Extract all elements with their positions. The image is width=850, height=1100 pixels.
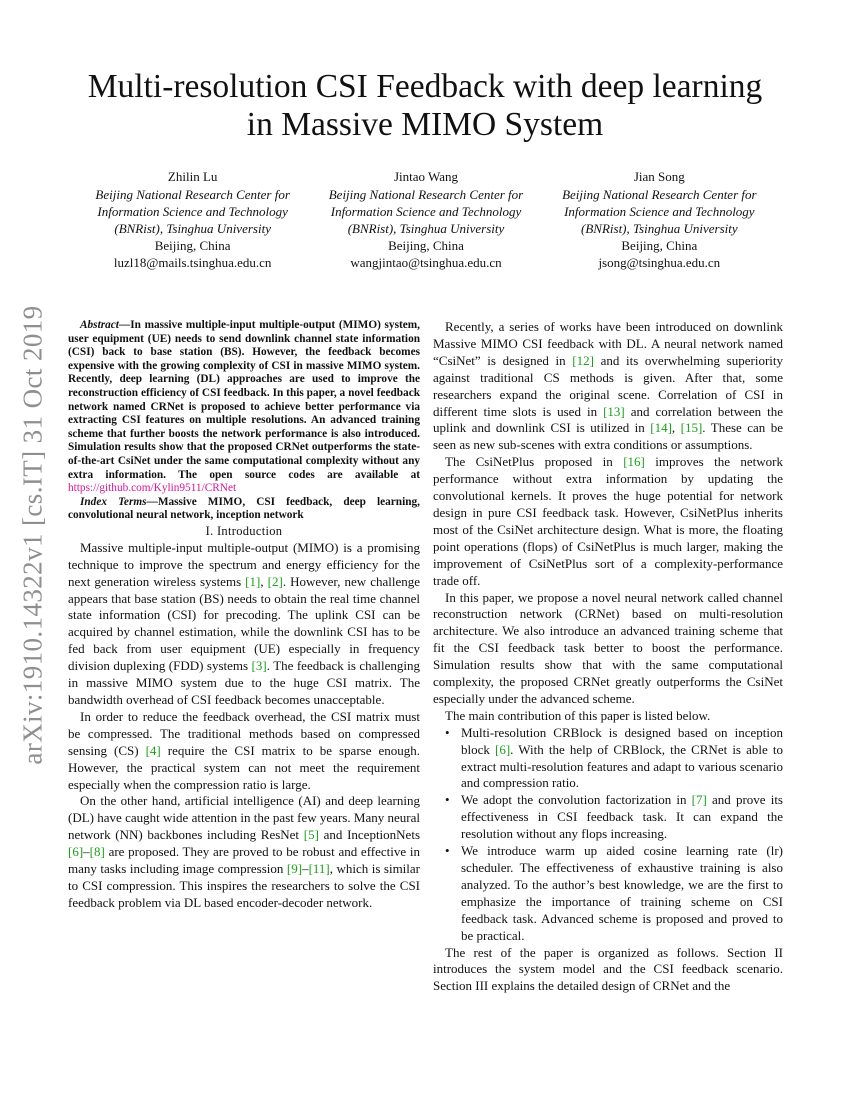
text-run: . However, new challenge appears that base station (BS) needs to obtain the real time channel state information (CSI) for precoding. The uplink CSI can be acquired by channel estimation, while the downlink CSI has to be fed back from user equipment (UE) especially in frequency division duplexing (FDD) systems: [68, 573, 421, 674]
citation-link[interactable]: [7]: [691, 792, 707, 808]
text-run: –: [302, 861, 309, 877]
list-item: • We introduce warm up aided cosine learning rate (lr) scheduler. The effectiveness of exhaustive training is also analyzed. To the author’s best knowledge, we are the first to emphasize the importance of training scheme on CSI feedback task. Advanced scheme is proposed and proved to be practical.: [461, 843, 783, 944]
text-run: . These can be seen as new sub-scenes with extra conditions or assumptions.: [433, 420, 784, 453]
author-email: wangjintao@tsinghua.edu.cn: [350, 255, 502, 270]
body-paragraph-3: In this paper, we propose a novel neural network called channel reconstruction network (CRNet) based on multi-resolution architecture. We also introduce an advanced training scheme that fit the CSI feedback task better to boost the performance. Simulation results show that with the same computational complexity, the proposed CRNet greatly outperforms the CsiNet especially under the advanced scheme.: [433, 589, 783, 706]
text-run: and prove its effectiveness in CSI feedback task. It can expand the resolution without any flops increasing.: [461, 792, 783, 842]
text-run: . With the help of CRBlock, the CRNet is able to extract multi-resolution features and adapt to various scenario and compression ratio.: [461, 741, 783, 791]
abstract-paragraph: [68, 319, 420, 496]
abstract: [68, 319, 420, 523]
author-1: [76, 168, 309, 271]
intro-paragraph-3: [68, 793, 420, 911]
author-3: [543, 168, 776, 271]
arxiv-identifier: [8, 300, 58, 770]
index-terms-label: Index Terms: [80, 495, 147, 508]
author-city: Beijing, China: [154, 238, 231, 253]
text-run: improves the network performance without extra information by updating the convolutional kernels. It proves the huge potential for network design in pure CSI feedback task. However, CsiNetPlus inherits most of the CsiNet architecture design. What is more, the floating point operations (flops) of CsiNetPlus is much larger, making the improvement of CsiNetPlus sort of a complexity-performance trade off.: [433, 454, 783, 588]
author-name: Jian Song: [633, 169, 685, 184]
citation-link[interactable]: [8]: [89, 844, 105, 860]
author-affiliation: (BNRist), Tsinghua University: [581, 221, 738, 236]
text-run: . The feedback is challenging in massive MIMO system due to the huge CSI matrix. The bandwidth overhead of CSI feedback becomes unacceptable.: [68, 658, 420, 707]
author-affiliation: Information Science and Technology: [330, 204, 522, 219]
abstract-label: Abstract: [80, 319, 119, 331]
author-affiliation: Information Science and Technology: [564, 204, 755, 219]
citation-link[interactable]: [6]: [68, 844, 84, 860]
citation-link[interactable]: [6]: [495, 741, 511, 757]
citation-link[interactable]: [2]: [267, 573, 283, 589]
source-code-link[interactable]: https://github.com/Kylin9511/CRNet: [68, 482, 237, 495]
text-run: In order to reduce the feedback overhead, the CSI matrix must be compressed. The traditional methods based on compressed sensing (CS): [68, 708, 420, 758]
author-affiliation: Beijing National Research Center for: [562, 187, 757, 202]
citation-link[interactable]: [14]: [650, 420, 672, 436]
author-name: Zhilin Lu: [167, 169, 218, 184]
text-run: ,: [671, 420, 681, 436]
author-affiliation: Beijing National Research Center for: [95, 187, 290, 202]
citation-link[interactable]: [1]: [245, 573, 261, 589]
abstract-body: —In massive multiple-input multiple-output (MIMO) system, user equipment (UE) needs to send downlink channel state information (CSI) back to base station (BS). However, the feedback becomes expensive with the growing complexity of CSI in massive MIMO system. Recently, deep learning (DL) approaches are used to improve the reconstruction efficiency of CSI feedback. In this paper, a novel feedback network named CRNet is proposed to achieve better performance via extracting CSI features on multiple resolutions. An advanced training scheme that further boosts the network performance is also introduced. Simulation results show that the proposed CRNet outperforms the state-of-the-art CsiNet under the same computational complexity without any extra information. The open source codes are available at: [68, 319, 420, 481]
title-line-1: Multi-resolution CSI Feedback with deep learning: [87, 68, 763, 105]
intro-paragraph-1: [68, 540, 420, 709]
author-city: Beijing, China: [621, 238, 698, 253]
author-affiliation: Beijing National Research Center for: [328, 187, 524, 202]
text-run: ,: [260, 573, 268, 589]
author-city: Beijing, China: [388, 238, 464, 253]
contribution-list: [433, 725, 783, 945]
author-email: jsong@tsinghua.edu.cn: [598, 255, 721, 270]
author-2: [309, 168, 542, 271]
text-run: and InceptionNets: [318, 827, 420, 843]
citation-link[interactable]: [5]: [303, 827, 319, 843]
author-affiliation: (BNRist), Tsinghua University: [114, 221, 271, 236]
author-email: luzl18@mails.tsinghua.edu.cn: [113, 255, 272, 270]
text-run: are proposed. They are proved to be robust and effective in many tasks including image compression: [68, 844, 420, 877]
text-run: Massive multiple-input multiple-output (MIMO) is a promising technique to improve the spectrum and energy efficiency for the next generation wireless systems: [68, 539, 420, 589]
right-column: [433, 319, 783, 995]
title-line-2: in Massive MIMO System: [246, 106, 604, 143]
text-run: , which is similar to CSI compression. This inspires the researchers to solve the CSI feedback problem via DL based encoder-decoder network.: [68, 861, 420, 910]
body-paragraph-1: [433, 319, 783, 454]
citation-link[interactable]: [13]: [603, 403, 625, 419]
body-paragraph-5: The rest of the paper is organized as follows. Section II introduces the system model and the CSI feedback scenario. Section III explains the detailed design of CRNet and the: [433, 944, 783, 994]
citation-link[interactable]: [15]: [680, 420, 703, 436]
index-terms-body: —Massive MIMO, CSI feedback, deep learning, convolutional neural network, inception network: [68, 495, 420, 522]
body-paragraph-4: The main contribution of this paper is listed below.: [445, 707, 711, 723]
citation-link[interactable]: [16]: [623, 454, 645, 470]
left-column: [68, 319, 420, 912]
text-run: and correlation between the uplink and downlink CSI is utilized in: [433, 403, 784, 436]
text-run: We adopt the convolution factorization in: [461, 792, 692, 808]
paper-title: [60, 68, 790, 144]
author-affiliation: Information Science and Technology: [97, 204, 288, 219]
citation-link[interactable]: [9]: [286, 861, 303, 877]
text-run: and its overwhelming superiority against traditional CS methods is given. After that, some researchers expand the original scene. Correlation of CSI in different time slots is used in: [433, 352, 783, 419]
index-terms-paragraph: [68, 496, 420, 523]
intro-paragraph-2: [68, 709, 420, 794]
text-run: Multi-resolution CRBlock is designed based on inception block: [461, 724, 783, 757]
text-run: Recently, a series of works have been introduced on downlink Massive MIMO CSI feedback with DL. A neural network named “CsiNet” is designed in: [433, 319, 783, 368]
citation-link[interactable]: [4]: [145, 742, 161, 758]
list-item: [461, 792, 783, 843]
citation-link[interactable]: [11]: [308, 861, 330, 877]
text-run: –: [83, 844, 90, 860]
author-block: [76, 168, 776, 271]
body-paragraph-2: [433, 454, 783, 589]
author-affiliation: (BNRist), Tsinghua University: [347, 221, 505, 236]
citation-link[interactable]: [3]: [251, 658, 267, 674]
text-run: The CsiNetPlus proposed in: [445, 454, 624, 470]
section-heading: I. Introduction: [205, 523, 283, 538]
text-run: require the CSI matrix to be sparse enough. However, the practical system can not meet the requirement especially when the compression ratio is large.: [68, 742, 420, 792]
citation-link[interactable]: [12]: [572, 352, 594, 368]
author-name: Jintao Wang: [393, 169, 459, 184]
list-item: [461, 725, 783, 793]
text-run: On the other hand, artificial intelligence (AI) and deep learning (DL) have caught wide attention in the past few years. Many neural network (NN) backbones including ResNet: [68, 793, 420, 843]
arxiv-identifier-text: arXiv:1910.14322v1 [cs.IT] 31 Oct 2019: [17, 305, 48, 765]
